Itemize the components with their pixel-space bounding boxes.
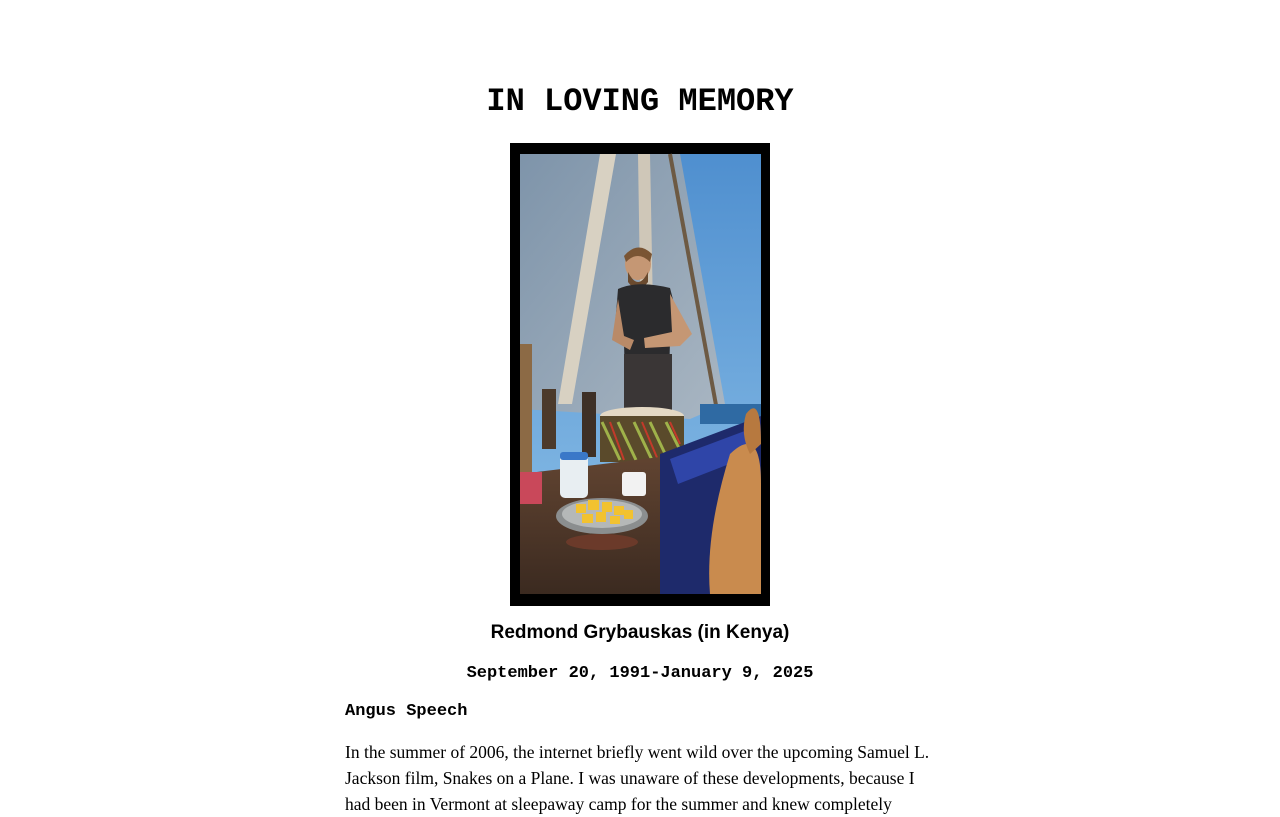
photo-frame: [510, 143, 770, 606]
speech-paragraph: In the summer of 2006, the internet briefly went wild over the upcoming Samuel L. Jackson film, Snakes on a Plane. I was unaware of these developments, because I had been in Vermont at sleepaway camp for the summer and knew completely: [345, 742, 930, 814]
life-dates: September 20, 1991-January 9, 2025: [466, 664, 814, 683]
memorial-heading: IN LOVING MEMORY: [486, 83, 794, 120]
memorial-photo: [520, 154, 761, 594]
photo-caption: Redmond Grybauskas (in Kenya): [490, 622, 790, 643]
speech-title: Angus Speech: [345, 702, 468, 721]
